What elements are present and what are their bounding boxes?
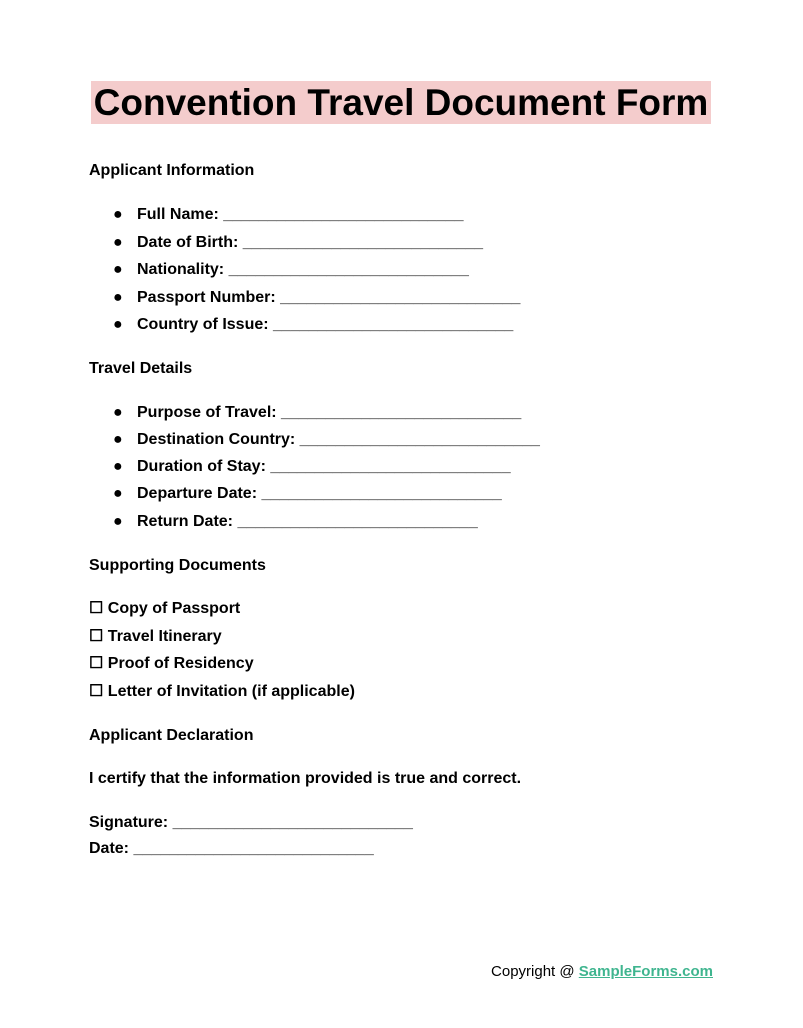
checkbox-label: Copy of Passport [107, 600, 241, 617]
section-heading-documents: Supporting Documents [89, 557, 266, 574]
field-label: Nationality: [137, 261, 225, 278]
signature-field [89, 813, 413, 833]
date-field [89, 839, 374, 859]
date-blank-line[interactable]: ___________________________ [133, 840, 374, 857]
copyright-footer [491, 962, 713, 982]
blank-line[interactable]: ___________________________ [242, 234, 484, 251]
bullet-icon: ● [113, 289, 123, 306]
bullet-icon: ● [113, 513, 123, 530]
field-label: Duration of Stay: [137, 458, 266, 475]
checkbox-icon[interactable]: ☐ [89, 655, 104, 672]
section-heading-applicant: Applicant Information [89, 162, 255, 179]
field-label: Full Name: [137, 206, 219, 223]
bullet-icon: ● [113, 458, 123, 475]
section-heading-declaration: Applicant Declaration [89, 727, 254, 744]
blank-line[interactable]: ___________________________ [270, 458, 511, 475]
date-label: Date: [89, 840, 130, 857]
blank-line[interactable]: ___________________________ [237, 513, 478, 530]
checkbox-item-invitation[interactable] [89, 682, 355, 702]
field-label: Return Date: [137, 513, 234, 530]
declaration-statement: I certify that the information provided is true and correct. [89, 770, 522, 787]
bullet-icon: ● [113, 206, 123, 223]
blank-line[interactable]: ___________________________ [280, 289, 521, 306]
field-label: Country of Issue: [137, 316, 269, 333]
checkbox-label: Letter of Invitation (if applicable) [107, 683, 355, 700]
copyright-text: Copyright @ [491, 963, 579, 980]
bullet-icon: ● [113, 261, 123, 278]
checkbox-item-passport-copy[interactable] [89, 599, 240, 619]
field-label: Destination Country: [137, 431, 296, 448]
checkbox-icon[interactable]: ☐ [89, 600, 104, 617]
field-label: Passport Number: [137, 289, 276, 306]
blank-line[interactable]: ___________________________ [261, 485, 502, 502]
checkbox-icon[interactable]: ☐ [89, 683, 104, 700]
field-label: Purpose of Travel: [137, 404, 277, 421]
blank-line[interactable]: ___________________________ [273, 316, 514, 333]
blank-line[interactable]: ___________________________ [299, 431, 540, 448]
blank-line[interactable]: ___________________________ [223, 206, 464, 223]
title-highlight [91, 81, 711, 124]
page-title: Convention Travel Document Form [93, 82, 709, 123]
signature-label: Signature: [89, 814, 169, 831]
blank-line[interactable]: ___________________________ [281, 404, 522, 421]
section-heading-travel: Travel Details [89, 360, 193, 377]
checkbox-label: Travel Itinerary [107, 628, 222, 645]
checkbox-item-itinerary[interactable] [89, 627, 222, 647]
sampleforms-link[interactable]: SampleForms.com [578, 963, 713, 980]
bullet-icon: ● [113, 431, 123, 448]
checkbox-item-residency[interactable] [89, 654, 254, 674]
field-label: Date of Birth: [137, 234, 239, 251]
checkbox-icon[interactable]: ☐ [89, 628, 104, 645]
bullet-icon: ● [113, 485, 123, 502]
bullet-icon: ● [113, 316, 123, 333]
blank-line[interactable]: ___________________________ [228, 261, 469, 278]
field-label: Departure Date: [137, 485, 258, 502]
signature-blank-line[interactable]: ___________________________ [172, 814, 413, 831]
bullet-icon: ● [113, 234, 123, 251]
bullet-icon: ● [113, 404, 123, 421]
checkbox-label: Proof of Residency [107, 655, 254, 672]
